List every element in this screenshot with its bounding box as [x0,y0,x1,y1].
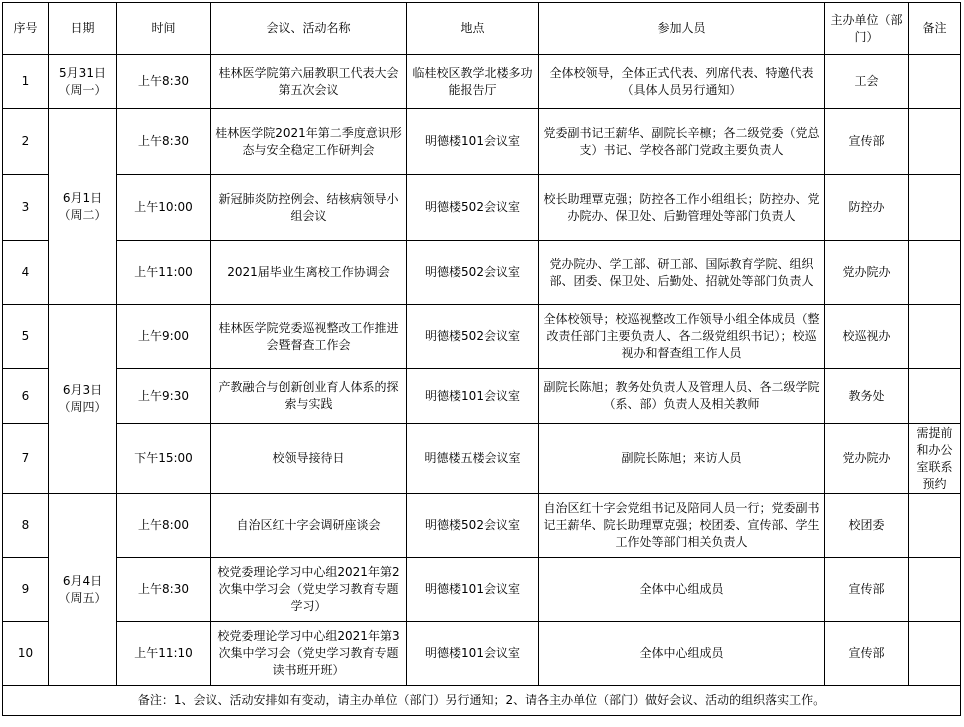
row-host: 党办院办 [825,424,909,494]
row-remark [909,558,961,622]
table-row [3,558,961,622]
header-place: 地点 [407,3,539,55]
row-people: 全体中心组成员 [539,622,825,686]
row-people: 全体校领导；校巡视整改工作领导小组全体成员（整改责任部门主要负责人、各二级党组织书记）；校巡视办和督查组工作人员 [539,305,825,369]
row-place: 明德楼五楼会议室 [407,424,539,494]
row-name: 校党委理论学习中心组2021年第2次集中学习会（党史学习教育专题学习） [211,558,407,622]
row-name: 自治区红十字会调研座谈会 [211,494,407,558]
table-row [3,241,961,305]
row-host: 宣传部 [825,622,909,686]
row-place: 明德楼502会议室 [407,494,539,558]
row-remark: 需提前和办公室联系预约 [909,424,961,494]
row-no: 7 [3,424,49,494]
row-remark [909,622,961,686]
row-place: 明德楼502会议室 [407,305,539,369]
row-place: 临桂校区教学北楼多功能报告厅 [407,55,539,109]
row-no: 10 [3,622,49,686]
row-remark [909,175,961,241]
row-time: 上午8:00 [117,494,211,558]
row-time: 上午11:00 [117,241,211,305]
row-time: 上午8:30 [117,558,211,622]
row-time: 上午8:30 [117,109,211,175]
table-row [3,494,961,558]
row-host: 教务处 [825,369,909,424]
row-place: 明德楼502会议室 [407,175,539,241]
row-people: 党委副书记王薪华、副院长辛檩；各二级党委（党总支）书记、学校各部门党政主要负责人 [539,109,825,175]
row-people: 全体中心组成员 [539,558,825,622]
table-row [3,55,961,109]
row-remark [909,369,961,424]
table-row [3,369,961,424]
row-host: 宣传部 [825,558,909,622]
row-host: 校团委 [825,494,909,558]
date-cell: 5月31日（周一） [49,55,117,109]
row-name: 校领导接待日 [211,424,407,494]
row-name: 桂林医学院党委巡视整改工作推进会暨督查工作会 [211,305,407,369]
row-time: 上午8:30 [117,55,211,109]
row-no: 6 [3,369,49,424]
row-remark [909,241,961,305]
row-remark [909,55,961,109]
header-no: 序号 [3,3,49,55]
row-people: 全体校领导，全体正式代表、列席代表、特邀代表（具体人员另行通知） [539,55,825,109]
row-host: 防控办 [825,175,909,241]
table-row [3,305,961,369]
row-people: 校长助理覃克强；防控各工作小组组长；防控办、党办院办、保卫处、后勤管理处等部门负责人 [539,175,825,241]
row-name: 新冠肺炎防控例会、结核病领导小组会议 [211,175,407,241]
table-row [3,109,961,175]
row-place: 明德楼101会议室 [407,622,539,686]
row-time: 下午15:00 [117,424,211,494]
table-row [3,175,961,241]
date-cell: 6月1日（周二） [49,109,117,305]
row-no: 9 [3,558,49,622]
row-people: 自治区红十字会党组书记及陪同人员一行；党委副书记王薪华、院长助理覃克强；校团委、宣传部、学生工作处等部门相关负责人 [539,494,825,558]
row-name: 桂林医学院2021年第二季度意识形态与安全稳定工作研判会 [211,109,407,175]
header-name: 会议、活动名称 [211,3,407,55]
row-place: 明德楼101会议室 [407,558,539,622]
date-cell: 6月3日（周四） [49,305,117,494]
footnote: 备注：1、会议、活动安排如有变动，请主办单位（部门）另行通知；2、请各主办单位（部门）做好会议、活动的组织落实工作。 [3,686,961,716]
row-name: 产教融合与创新创业育人体系的探索与实践 [211,369,407,424]
row-place: 明德楼101会议室 [407,369,539,424]
row-no: 2 [3,109,49,175]
row-people: 副院长陈旭；来访人员 [539,424,825,494]
schedule-table [2,2,961,716]
row-remark [909,109,961,175]
date-cell: 6月4日（周五） [49,494,117,686]
table-row [3,622,961,686]
row-time: 上午9:30 [117,369,211,424]
header-host: 主办单位（部门） [825,3,909,55]
row-no: 5 [3,305,49,369]
row-remark [909,305,961,369]
row-name: 2021届毕业生离校工作协调会 [211,241,407,305]
row-time: 上午9:00 [117,305,211,369]
row-no: 4 [3,241,49,305]
table-row [3,424,961,494]
row-host: 校巡视办 [825,305,909,369]
row-time: 上午10:00 [117,175,211,241]
row-place: 明德楼101会议室 [407,109,539,175]
header-remark: 备注 [909,3,961,55]
row-no: 1 [3,55,49,109]
header-people: 参加人员 [539,3,825,55]
row-no: 3 [3,175,49,241]
row-host: 工会 [825,55,909,109]
header-date: 日期 [49,3,117,55]
row-host: 党办院办 [825,241,909,305]
row-people: 副院长陈旭；教务处负责人及管理人员、各二级学院（系、部）负责人及相关教师 [539,369,825,424]
row-place: 明德楼502会议室 [407,241,539,305]
row-host: 宣传部 [825,109,909,175]
row-time: 上午11:10 [117,622,211,686]
row-name: 桂林医学院第六届教职工代表大会第五次会议 [211,55,407,109]
footnote-row [3,686,961,716]
row-no: 8 [3,494,49,558]
row-name: 校党委理论学习中心组2021年第3次集中学习会（党史学习教育专题读书班开班） [211,622,407,686]
header-time: 时间 [117,3,211,55]
row-people: 党办院办、学工部、研工部、国际教育学院、组织部、团委、保卫处、后勤处、招就处等部门负责人 [539,241,825,305]
header-row [3,3,961,55]
row-remark [909,494,961,558]
